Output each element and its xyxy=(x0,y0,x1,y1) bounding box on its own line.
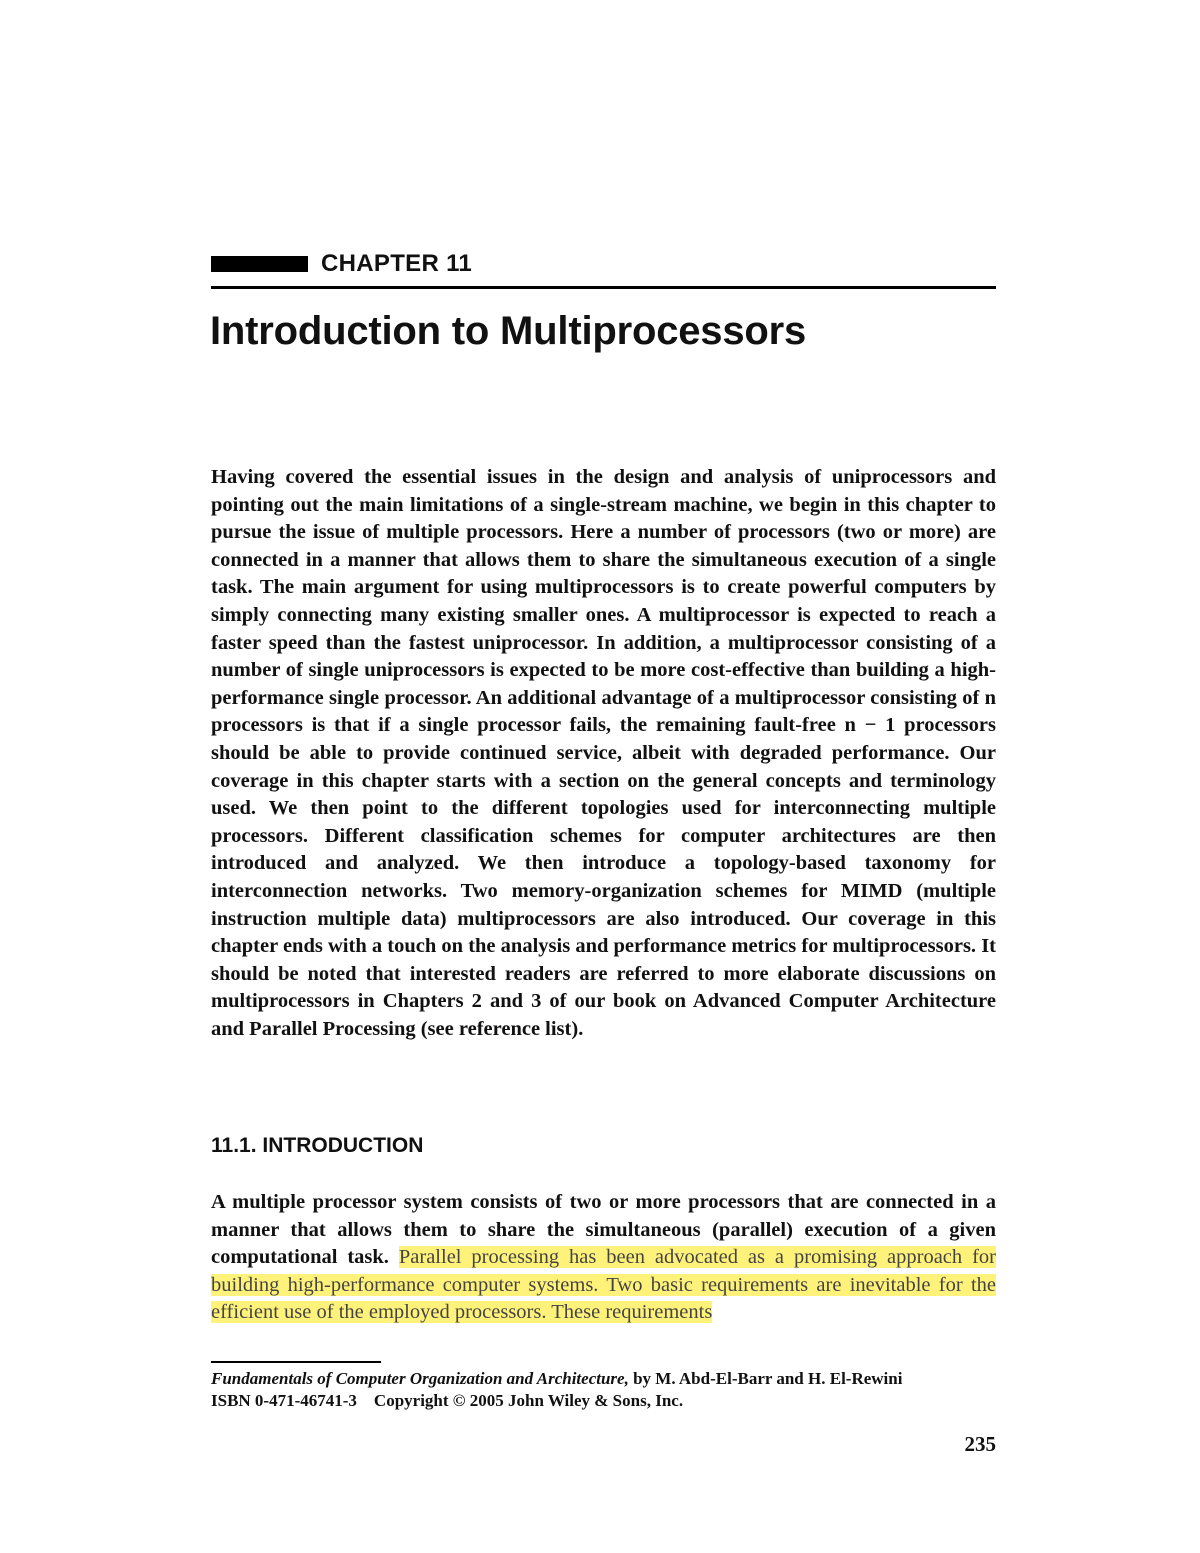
footnote-rule xyxy=(211,1361,381,1363)
section-text-plain: A multiple processor system consists of two or more processors that are connected in a manner that allows them to share the simultaneous (parallel) execution of a given computational task. xyxy=(211,1191,996,1269)
chapter-rule xyxy=(211,286,996,289)
highlighted-text[interactable]: Parallel processing has been advocated as a promising approach for building high-performance computer systems. Two basic requirements are inevitable for the efficient use of the employed processors. These requirements xyxy=(211,1246,996,1324)
book-authors: by M. Abd-El-Barr and H. El-Rewini xyxy=(628,1369,903,1388)
chapter-title: Introduction to Multiprocessors xyxy=(210,309,807,353)
book-title: Fundamentals of Computer Organization and Architecture, xyxy=(211,1369,629,1388)
section-paragraph xyxy=(211,1189,996,1327)
section-heading: 11.1. INTRODUCTION xyxy=(211,1134,424,1157)
footnote-citation xyxy=(211,1368,996,1390)
intro-paragraph: Having covered the essential issues in the design and analysis of uniprocessors and pointing out the main limitations of a single-stream machine, we begin in this chapter to pursue the issue of multiple processors. Here a number of processors (two or more) are connected in a manner that allows them to share the simultaneous execution of a single task. The main argument for using multiprocessors is to create powerful computers by simply connecting many existing smaller ones. A multiprocessor is expected to reach a faster speed than the fastest uniprocessor. In addition, a multiprocessor consisting of a number of single uniprocessors is expected to be more cost-effective than building a high-performance single processor. An additional advantage of a multiprocessor consisting of n processors is that if a single processor fails, the remaining fault-free n − 1 processors should be able to provide continued service, albeit with degraded performance. Our coverage in this chapter starts with a section on the general concepts and terminology used. We then point to the different topologies used for interconnecting multiple processors. Different classification schemes for computer architectures are then introduced and analyzed. We then introduce a topology-based taxonomy for interconnection networks. Two memory-organization schemes for MIMD (multiple instruction multiple data) multiprocessors are also introduced. Our coverage in this chapter ends with a touch on the analysis and performance metrics for multiprocessors. It should be noted that interested readers are referred to more elaborate discussions on multiprocessors in Chapters 2 and 3 of our book on Advanced Computer Architecture and Parallel Processing (see reference list). xyxy=(211,466,996,1040)
chapter-label: CHAPTER 11 xyxy=(321,250,473,277)
isbn-copyright-line: ISBN 0-471-46741-3 Copyright © 2005 John Wiley & Sons, Inc. xyxy=(211,1391,684,1410)
chapter-marker-bar xyxy=(211,256,308,272)
chapter-header xyxy=(211,250,996,284)
footnote xyxy=(211,1368,996,1412)
page-number: 235 xyxy=(964,1432,996,1456)
